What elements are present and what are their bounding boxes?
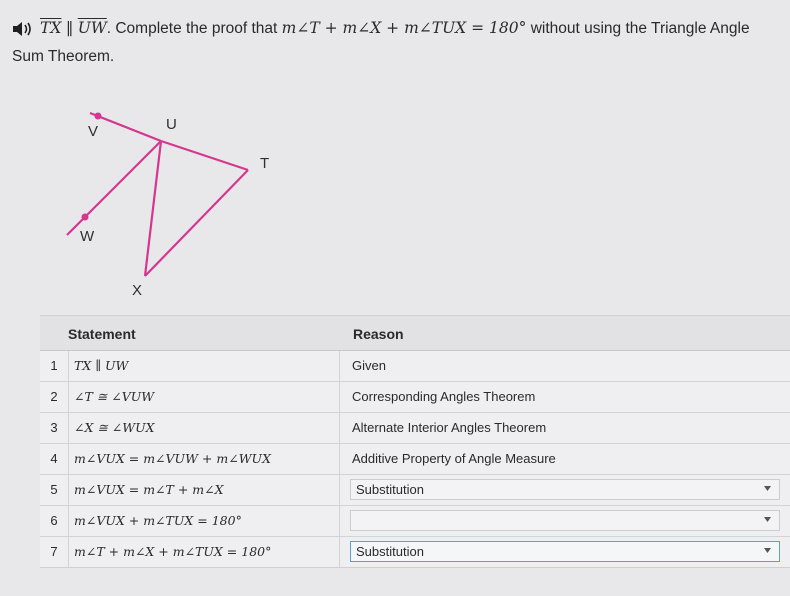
- speaker-icon[interactable]: [12, 20, 34, 38]
- statement-cell: m∠VUX = m∠T + m∠X: [68, 475, 340, 505]
- proof-row-2: [40, 382, 790, 413]
- segment-ux: [145, 141, 161, 276]
- label-w: W: [80, 228, 95, 245]
- statement-cell: m∠VUX = m∠VUW + m∠WUX: [68, 444, 340, 474]
- chevron-down-icon: [764, 548, 771, 553]
- statement-cell: m∠T + m∠X + m∠TUX = 180°: [68, 537, 340, 567]
- row-number: 2: [40, 382, 69, 412]
- statement-cell: ∠T ≅ ∠VUW: [68, 382, 340, 412]
- proof-row-4: [40, 444, 790, 475]
- reason-cell: Alternate Interior Angles Theorem: [352, 420, 547, 435]
- label-u: U: [166, 116, 177, 133]
- statement-cell: ∠X ≅ ∠WUX: [68, 413, 340, 443]
- row-number: 6: [40, 506, 69, 536]
- chevron-down-icon: [764, 486, 771, 491]
- ray-uw: [67, 141, 161, 235]
- row-number: 4: [40, 444, 69, 474]
- proof-table-header: [40, 316, 790, 351]
- proof-row-1: [40, 351, 790, 382]
- proof-row-5: [40, 475, 790, 506]
- statement-cell: m∠VUX + m∠TUX = 180°: [68, 506, 340, 536]
- segment-ut: [161, 141, 248, 170]
- prompt-text-1: . Complete the proof that: [106, 20, 282, 37]
- proof-table: [40, 315, 790, 568]
- segment-tx: TX: [40, 19, 62, 37]
- chevron-down-icon: [764, 517, 771, 522]
- reason-dropdown-7[interactable]: [350, 541, 780, 562]
- question-prompt: [12, 14, 782, 71]
- row-number: 5: [40, 475, 69, 505]
- row-number: 3: [40, 413, 69, 443]
- prompt-text-2: without using the Triangle Angle Sum Theorem.: [12, 20, 750, 65]
- label-x: X: [132, 282, 143, 299]
- reason-cell: Corresponding Angles Theorem: [352, 389, 536, 404]
- proof-row-6: [40, 506, 790, 537]
- proof-row-7: [40, 537, 790, 567]
- segment-uw: UW: [77, 19, 107, 37]
- point-w-dot: [82, 214, 89, 221]
- label-v: V: [88, 123, 99, 140]
- proof-row-3: [40, 413, 790, 444]
- dropdown-selected-value: Substitution: [356, 482, 424, 497]
- reason-dropdown-5[interactable]: [350, 479, 780, 500]
- prompt-math: m∠T + m∠X + m∠TUX = 180°: [281, 19, 527, 37]
- statement-header: Statement: [68, 326, 136, 342]
- segment-tx: [145, 170, 248, 276]
- row-number: 1: [40, 351, 69, 381]
- point-v-dot: [95, 113, 102, 120]
- parallel-symbol: ∥: [65, 20, 74, 37]
- reason-header: Reason: [353, 326, 404, 342]
- statement-cell: TX ∥ UW: [68, 351, 340, 381]
- reason-cell: Additive Property of Angle Measure: [352, 451, 556, 466]
- reason-cell: Given: [352, 358, 386, 373]
- dropdown-selected-value: Substitution: [356, 544, 424, 559]
- geometry-figure: [55, 100, 300, 310]
- label-t: T: [260, 155, 270, 172]
- reason-dropdown-6[interactable]: [350, 510, 780, 531]
- row-number: 7: [40, 537, 69, 567]
